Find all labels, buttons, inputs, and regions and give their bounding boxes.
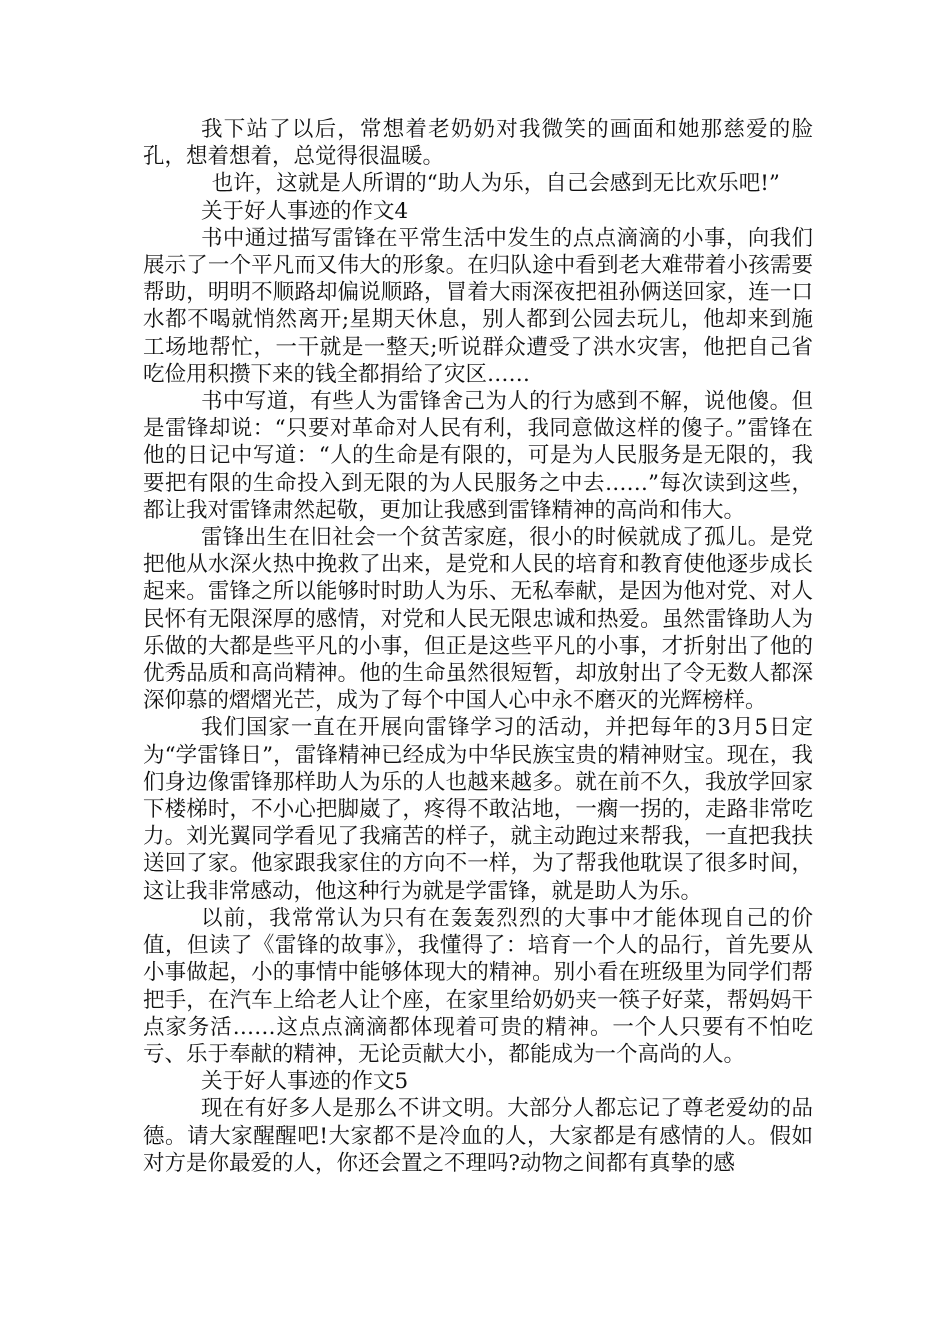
paragraph: 我们国家一直在开展向雷锋学习的活动，并把每年的3月5日定为“学雷锋日”，雷锋精神已经成为中华民族宝贵的精神财宝。现在，我们身边像雷锋那样助人为乐的人也越来越多。就在前不久，我放学回家下楼梯时，不小心把脚崴了，疼得不敢沾地，一瘸一拐的，走路非常吃力。刘光翼同学看见了我痛苦的样子，就主动跑过来帮我，一直把我扶送回了家。他家跟我家住的方向不一样，为了帮我他耽误了很多时间，这让我非常感动，他这种行为就是学雷锋，就是助人为乐。	[143, 715, 813, 904]
paragraph: 书中写道，有些人为雷锋舍己为人的行为感到不解，说他傻。但是雷锋却说：“只要对革命对人民有利，我同意做这样的傻子。”雷锋在他的日记中写道：“人的生命是有限的，可是为人民服务是无限的，我要把有限的生命投入到无限的为人民服务之中去……”每次读到这些，都让我对雷锋肃然起敬，更加让我感到雷锋精神的高尚和伟大。	[143, 389, 813, 523]
paragraph: 以前，我常常认为只有在轰轰烈烈的大事中才能体现自己的价值，但读了《雷锋的故事》，我懂得了：培育一个人的品行，首先要从小事做起，小的事情中能够体现大的精神。别小看在班级里为同学们帮把手，在汽车上给老人让个座，在家里给奶奶夹一筷子好菜，帮妈妈干点家务活……这点点滴滴都体现着可贵的精神。一个人只要有不怕吃亏、乐于奉献的精神，无论贡献大小，都能成为一个高尚的人。	[143, 905, 813, 1067]
section-heading: 关于好人事迹的作文5	[201, 1069, 409, 1095]
paragraph: 也许，这就是人所谓的“助人为乐，自己会感到无比欢乐吧!”	[211, 171, 780, 197]
section-heading: 关于好人事迹的作文4	[201, 198, 409, 224]
paragraph: 我下站了以后，常想着老奶奶对我微笑的画面和她那慈爱的脸孔，想着想着，总觉得很温暖。	[143, 117, 813, 170]
paragraph: 现在有好多人是那么不讲文明。大部分人都忘记了尊老爱幼的品德。请大家醒醒吧!大家都不是冷血的人，大家都是有感情的人。假如对方是你最爱的人，你还会置之不理吗?动物之间都有真挚的感	[143, 1096, 813, 1176]
paragraph: 雷锋出生在旧社会一个贫苦家庭，很小的时候就成了孤儿。是党把他从水深火热中挽救了出来，是党和人民的培育和教育使他逐步成长起来。雷锋之所以能够时时助人为乐、无私奉献，是因为他对党、对人民怀有无限深厚的感情，对党和人民无限忠诚和热爱。虽然雷锋助人为乐做的大都是些平凡的小事，但正是这些平凡的小事，才折射出了他的优秀品质和高尚精神。他的生命虽然很短暂，却放射出了令无数人都深深仰慕的熠熠光芒，成为了每个中国人心中永不磨灭的光辉榜样。	[143, 525, 813, 714]
document-page	[143, 116, 813, 1177]
paragraph: 书中通过描写雷锋在平常生活中发生的点点滴滴的小事，向我们展示了一个平凡而又伟大的形象。在归队途中看到老大难带着小孩需要帮助，明明不顺路却偏说顺路，冒着大雨深夜把祖孙俩送回家，连一口水都不喝就悄然离开;星期天休息，别人都到公园去玩儿，他却来到施工场地帮忙，一干就是一整天;听说群众遭受了洪水灾害，他把自己省吃俭用积攒下来的钱全都捐给了灾区……	[143, 225, 813, 387]
